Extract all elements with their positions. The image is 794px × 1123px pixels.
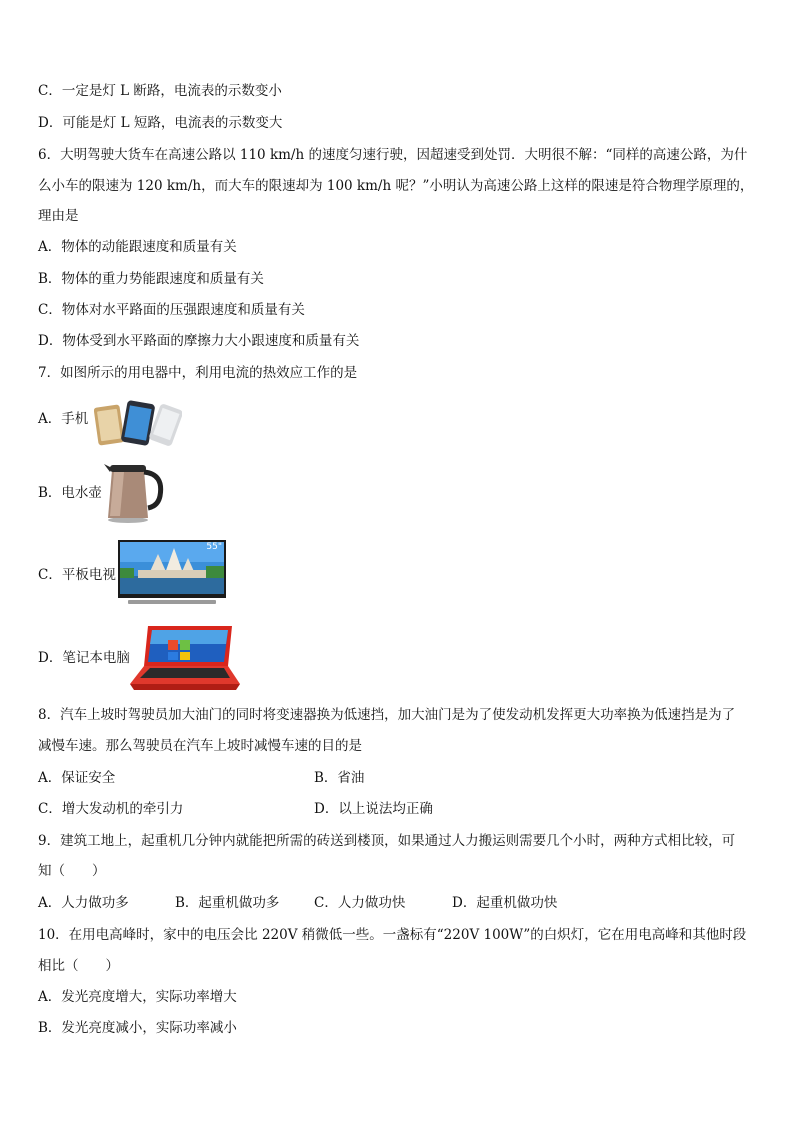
flat-tv-image [118, 540, 226, 606]
q7-option-a-label: A．手机 [38, 411, 89, 427]
q10-stem-line2: 相比（ ） [38, 958, 119, 974]
q8-stem-line1: 8．汽车上坡时驾驶员加大油门的同时将变速器换为低速挡，加大油门是为了使发动机发挥更大功率换为低速挡是为了 [38, 707, 736, 723]
smartphones-image [94, 400, 182, 446]
q7-option-b-label: B．电水壶 [38, 485, 102, 501]
q8-option-c: C．增大发动机的牵引力 [38, 801, 184, 817]
q9-option-a: A．人力做功多 [38, 895, 129, 911]
q8-stem-line2: 减慢车速。那么驾驶员在汽车上坡时减慢车速的目的是 [38, 738, 362, 754]
q7-option-d-label: D．笔记本电脑 [38, 650, 130, 666]
q6-stem-line3: 理由是 [38, 208, 79, 224]
q8-option-b: B．省油 [314, 770, 365, 786]
q9-stem-line1: 9．建筑工地上，起重机几分钟内就能把所需的砖送到楼顶，如果通过人力搬运则需要几个小时，两种方式相比较，可 [38, 833, 736, 849]
q7-option-c-label: C．平板电视 [38, 567, 116, 583]
q6-stem-line2: 么小车的限速为 120 km/h，而大车的限速却为 100 km/h 呢？”小明认为高速公路上这样的限速是符合物理学原理的， [38, 178, 754, 194]
tv-size-badge: 55" [206, 542, 222, 552]
q5-option-c: C．一定是灯 L 断路，电流表的示数变小 [38, 83, 282, 99]
q8-option-d: D．以上说法均正确 [314, 801, 433, 817]
q9-option-b: B．起重机做功多 [175, 895, 280, 911]
q7-stem: 7．如图所示的用电器中，利用电流的热效应工作的是 [38, 365, 358, 381]
q6-option-a: A．物体的动能跟速度和质量有关 [38, 239, 237, 255]
q10-option-a: A．发光亮度增大，实际功率增大 [38, 989, 237, 1005]
q5-option-d: D．可能是灯 L 短路，电流表的示数变大 [38, 115, 283, 131]
q9-stem-line2: 知（ ） [38, 863, 106, 879]
q6-option-c: C．物体对水平路面的压强跟速度和质量有关 [38, 302, 305, 318]
q6-option-d: D．物体受到水平路面的摩擦力大小跟速度和质量有关 [38, 333, 360, 349]
q9-option-c: C．人力做功快 [314, 895, 406, 911]
q8-option-a: A．保证安全 [38, 770, 116, 786]
q10-option-b: B．发光亮度减小，实际功率减小 [38, 1020, 237, 1036]
laptop-image [128, 622, 240, 694]
q9-option-d: D．起重机做功快 [452, 895, 558, 911]
q6-option-b: B．物体的重力势能跟速度和质量有关 [38, 271, 264, 287]
q6-stem-line1: 6．大明驾驶大货车在高速公路以 110 km/h 的速度匀速行驶，因超速受到处罚．大明很不解：“同样的高速公路，为什 [38, 147, 748, 163]
q10-stem-line1: 10．在用电高峰时，家中的电压会比 220V 稍微低一些。一盏标有“220V 100W”的白炽灯，它在用电高峰和其他时段 [38, 927, 747, 943]
electric-kettle-image [104, 460, 168, 524]
